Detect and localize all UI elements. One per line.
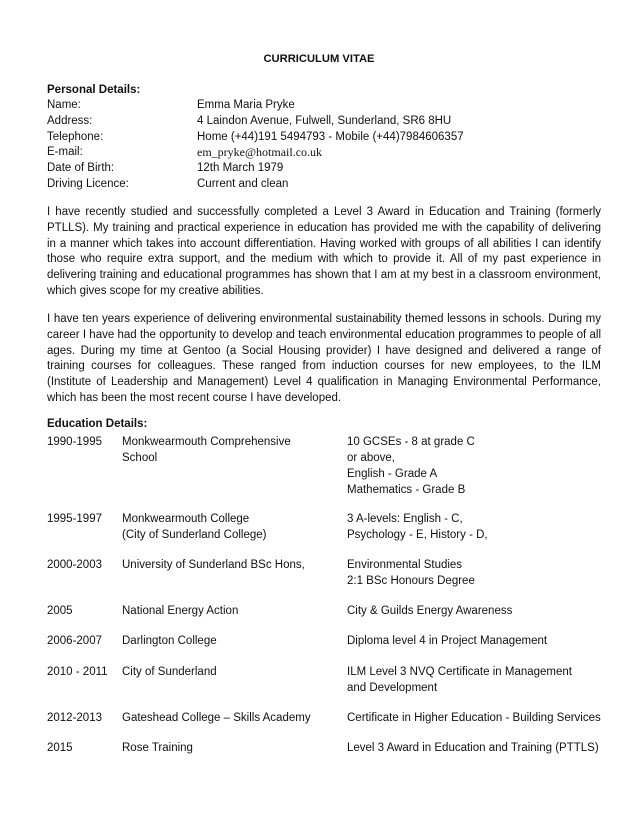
education-institution: Rose Training — [122, 742, 193, 754]
personal-row-name — [47, 97, 607, 113]
education-institution: Monkwearmouth Comprehensive School — [122, 436, 291, 464]
telephone-label: Telephone: — [47, 131, 104, 143]
personal-row-telephone — [47, 129, 607, 145]
education-year: 2010 - 2011 — [47, 666, 108, 678]
education-qualification: 10 GCSEs - 8 at grade C or above, English - Grade A Mathematics - Grade B — [347, 436, 475, 496]
education-qualification: Level 3 Award in Education and Training (PTTLS) — [347, 742, 599, 754]
education-institution: City of Sunderland — [122, 666, 217, 678]
education-institution: Monkwearmouth College (City of Sunderland College) — [122, 513, 267, 541]
education-year: 2005 — [47, 605, 73, 617]
dob-value: 12th March 1979 — [197, 162, 284, 174]
education-year: 2015 — [47, 742, 73, 754]
personal-row-dob — [47, 160, 607, 176]
document-title: CURRICULUM VITAE — [263, 53, 375, 65]
personal-row-email — [47, 144, 607, 160]
email-value: em_pryke@hotmail.co.uk — [197, 145, 323, 159]
telephone-value: Home (+44)191 5494793 - Mobile (+44)7984606357 — [197, 131, 464, 143]
dob-label: Date of Birth: — [47, 162, 115, 174]
education-year: 2006-2007 — [47, 635, 102, 647]
education-year: 1990-1995 — [47, 436, 102, 448]
education-year: 1995-1997 — [47, 513, 102, 525]
education-qualification: City & Guilds Energy Awareness — [347, 605, 513, 617]
address-value: 4 Laindon Avenue, Fulwell, Sunderland, SR6 8HU — [197, 115, 452, 127]
education-qualification: Diploma level 4 in Project Management — [347, 635, 548, 647]
education-institution: Gateshead College – Skills Academy — [122, 712, 311, 724]
personal-row-address — [47, 113, 607, 129]
education-qualification: Environmental Studies 2:1 BSc Honours Degree — [347, 559, 475, 587]
personal-details-heading: Personal Details: — [47, 84, 141, 96]
profile-paragraph-1: I have recently studied and successfully completed a Level 3 Award in Education and Training (formerly PTLLS). My training and practical experience in education has provided me with the capability of delivering in a manner which takes into account differentiation. Having worked with groups of all abilities I can identify those who require extra support, and the medium with which to provide it. All of my past experience in delivering training and educational programmes has shown that I am at my best in a classroom environment, which gives scope for my creative abilities. — [47, 206, 601, 297]
education-institution: University of Sunderland BSc Hons, — [122, 559, 305, 571]
education-qualification: ILM Level 3 NVQ Certificate in Management and Development — [347, 666, 572, 694]
address-label: Address: — [47, 115, 93, 127]
education-institution: National Energy Action — [122, 605, 239, 617]
education-qualification: Certificate in Higher Education - Building Services — [347, 712, 601, 724]
education-year: 2012-2013 — [47, 712, 102, 724]
name-label: Name: — [47, 99, 81, 111]
education-qualification: 3 A-levels: English - C, Psychology - E, History - D, — [347, 513, 488, 541]
education-year: 2000-2003 — [47, 559, 102, 571]
education-institution: Darlington College — [122, 635, 217, 647]
education-details-heading: Education Details: — [47, 418, 148, 430]
email-label: E-mail: — [47, 146, 83, 158]
personal-row-driving-licence — [47, 176, 607, 192]
driving-licence-label: Driving Licence: — [47, 178, 129, 190]
profile-paragraph-2: I have ten years experience of delivering environmental sustainability themed lessons in schools. During my career I have had the opportunity to develop and teach environmental education programmes to people of all ages. During my time at Gentoo (a Social Housing provider) I have designed and delivered a range of training courses for colleagues. These ranged from induction courses for new employees, to the ILM (Institute of Leadership and Management) Level 4 qualification in Managing Environmental Performance, which has been the most recent course I have developed. — [47, 313, 601, 404]
name-value: Emma Maria Pryke — [197, 99, 295, 111]
driving-licence-value: Current and clean — [197, 178, 289, 190]
